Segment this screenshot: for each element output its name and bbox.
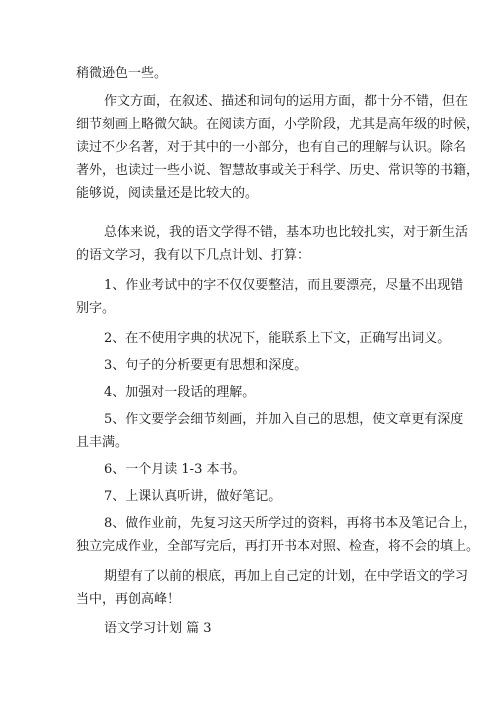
text-line: 当中，再创高峰！: [76, 592, 181, 607]
text-line: 期望有了以前的根底，再加上自己定的计划，在中学语文的学习: [104, 569, 469, 584]
text-line: 的语文学习，我有以下几点计划、打算：: [76, 248, 311, 263]
text-line: 8、做作业前，先复习这天所学过的资料，再将书本及笔记合上，: [104, 516, 477, 531]
paragraph-summary: [76, 221, 469, 267]
paragraph-continuation: [76, 62, 428, 85]
text-line: 能够说，阅读量还是比较大的。: [76, 186, 259, 201]
text-line: 读过不少名著，对于其中的一小部分，也有自己的理解与认识。除名: [76, 140, 467, 155]
text-line: 5、作文要学会细节刻画，并加入自己的思想，使文章更有深度: [104, 412, 464, 427]
text-line: 独立完成作业，全部写完后，再打开书本对照、检查，将不会的填上。: [76, 539, 480, 554]
text-line: 作文方面，在叙述、描述和词句的运用方面，都十分不错，但在: [104, 94, 469, 109]
plan-item-7: [76, 485, 428, 508]
text-line: 2、在不使用字典的状况下，能联系上下文，正确写出词义。: [104, 331, 451, 346]
text-line: 6、一个月读 1-3 本书。: [104, 462, 246, 477]
plan-item-8: [76, 512, 480, 558]
plan-item-6: [76, 458, 428, 481]
plan-item-4: [76, 381, 428, 404]
text-line: 1、作业考试中的字不仅仅要整洁，而且要漂亮，尽量不出现错: [104, 278, 464, 293]
text-line: 著外，也读过一些小说、智慧故事或关于科学、历史、常识等的书籍，: [76, 163, 480, 178]
plan-item-1: [76, 274, 464, 320]
text-line: 别字。: [76, 301, 116, 316]
paragraph-closing: [76, 565, 469, 611]
text-line: 4、加强对一段话的理解。: [104, 385, 256, 400]
plan-item-2: [76, 327, 451, 350]
section-heading: [76, 617, 428, 640]
text-line: 细节刻画上略微欠缺。在阅读方面，小学阶段，尤其是高年级的时候，: [76, 117, 480, 132]
text-line: 稍微逊色一些。: [76, 66, 168, 81]
text-line: 7、上课认真听讲，做好笔记。: [104, 489, 282, 504]
text-line: 3、句子的分析要更有思想和深度。: [104, 358, 308, 373]
text-line: 且丰满。: [76, 435, 129, 450]
text-line: 语文学习计划 篇 3: [104, 621, 212, 636]
paragraph-writing-reading: [76, 90, 480, 205]
plan-item-5: [76, 408, 464, 454]
text-line: 总体来说，我的语文学得不错，基本功也比较扎实，对于新生活: [104, 225, 469, 240]
plan-item-3: [76, 354, 428, 377]
